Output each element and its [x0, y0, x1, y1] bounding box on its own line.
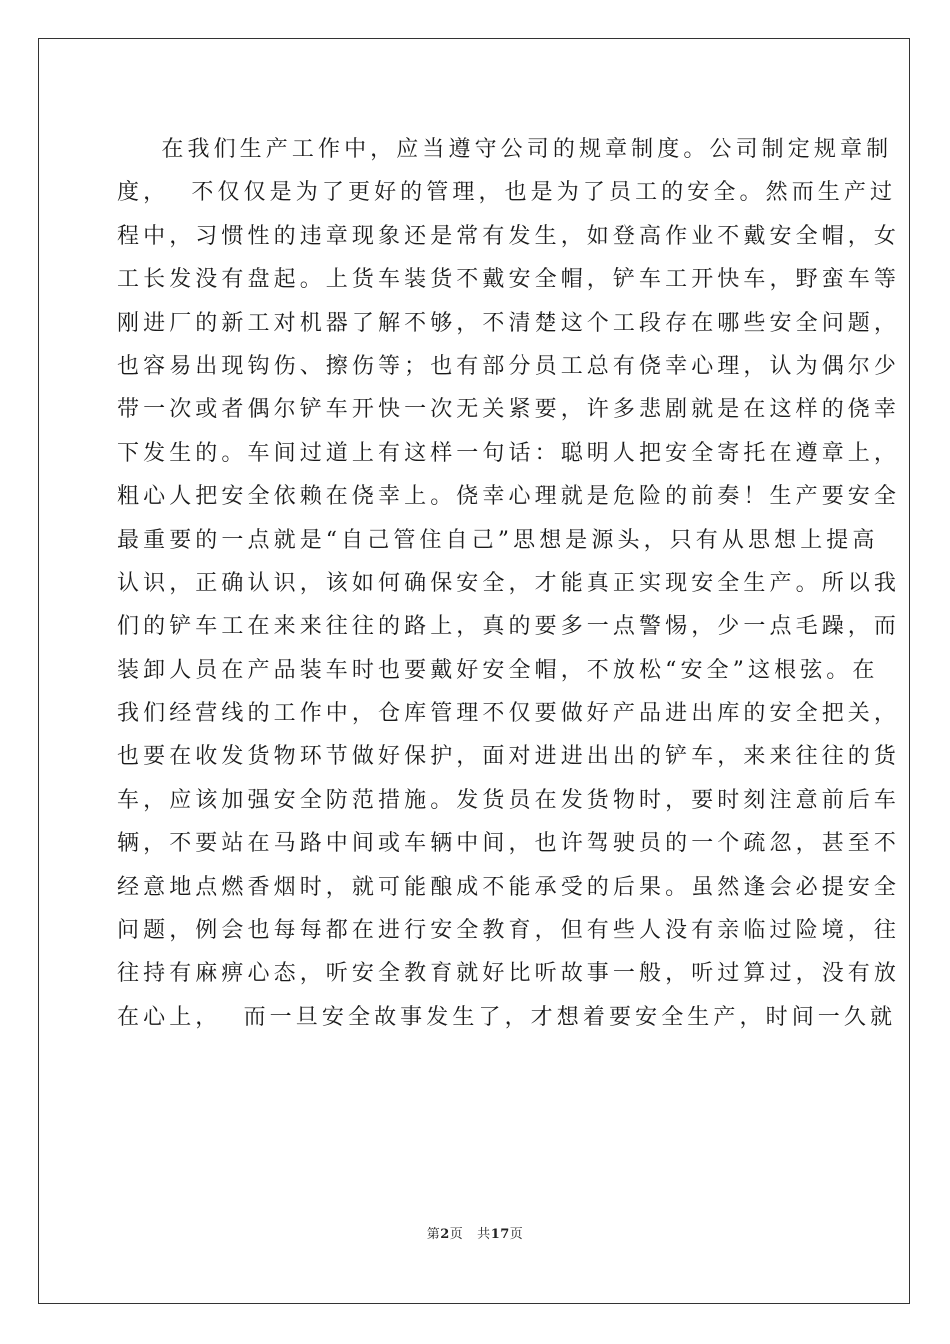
page-prefix: 第	[426, 1227, 441, 1242]
text-line: 认识，正确认识，该如何确保安全，才能真正实现安全生产。所以我	[117, 570, 901, 596]
text-line: 也容易出现钩伤、擦伤等；也有部分员工总有侥幸心理，认为偶尔少	[117, 353, 901, 379]
total-pages: 17	[490, 1227, 510, 1242]
total-suffix: 页	[509, 1227, 524, 1242]
text-line: 程中，习惯性的违章现象还是常有发生，如登高作业不戴安全帽，女	[117, 223, 901, 249]
text-line: 往持有麻痹心态，听安全教育就好比听故事一般，听过算过，没有放	[117, 961, 901, 987]
text-line: 们的铲车工在来来往往的路上，真的要多一点警惕，少一点毛躁，而	[117, 614, 901, 640]
text-line: 粗心人把安全依赖在侥幸上。侥幸心理就是危险的前奏！生产要安全	[117, 484, 901, 510]
text-line: 在心上， 而一旦安全故事发生了，才想着要安全生产，时间一久就	[117, 1004, 897, 1030]
text-line: 辆，不要站在马路中间或车辆中间，也许驾驶员的一个疏忽，甚至不	[117, 831, 901, 857]
text-line: 问题，例会也每每都在进行安全教育，但有些人没有亲临过险境，往	[117, 918, 901, 944]
text-line: 经意地点燃香烟时，就可能酿成不能承受的后果。虽然逢会必提安全	[117, 874, 901, 900]
text-line: 刚进厂的新工对机器了解不够，不清楚这个工段存在哪些安全问题，	[117, 310, 901, 336]
text-line: 装卸人员在产品装车时也要戴好安全帽，不放松“安全”这根弦。在	[117, 657, 879, 683]
text-line: 工长发没有盘起。上货车装货不戴安全帽，铲车工开快车，野蛮车等	[117, 267, 901, 293]
page-suffix: 页	[449, 1227, 464, 1242]
text-line: 车，应该加强安全防范措施。发货员在发货物时，要时刻注意前后车	[117, 787, 901, 813]
page-footer	[0, 1223, 950, 1242]
page-number: 2	[440, 1227, 450, 1242]
text-line: 下发生的。车间过道上有这样一句话：聪明人把安全寄托在遵章上，	[117, 440, 901, 466]
total-prefix: 共	[477, 1227, 491, 1242]
text-line: 在我们生产工作中，应当遵守公司的规章制度。公司制定规章制	[117, 137, 893, 162]
text-line: 我们经营线的工作中，仓库管理不仅要做好产品进出库的安全把关，	[117, 701, 901, 727]
text-line: 最重要的一点就是“自己管住自己”思想是源头，只有从思想上提高	[117, 527, 879, 553]
text-line: 度， 不仅仅是为了更好的管理，也是为了员工的安全。然而生产过	[117, 180, 897, 206]
text-line: 也要在收发货物环节做好保护，面对进进出出的铲车，来来往往的货	[117, 744, 901, 770]
text-line: 带一次或者偶尔铲车开快一次无关紧要，许多悲剧就是在这样的侥幸	[117, 397, 901, 423]
body-paragraph	[117, 128, 901, 1039]
